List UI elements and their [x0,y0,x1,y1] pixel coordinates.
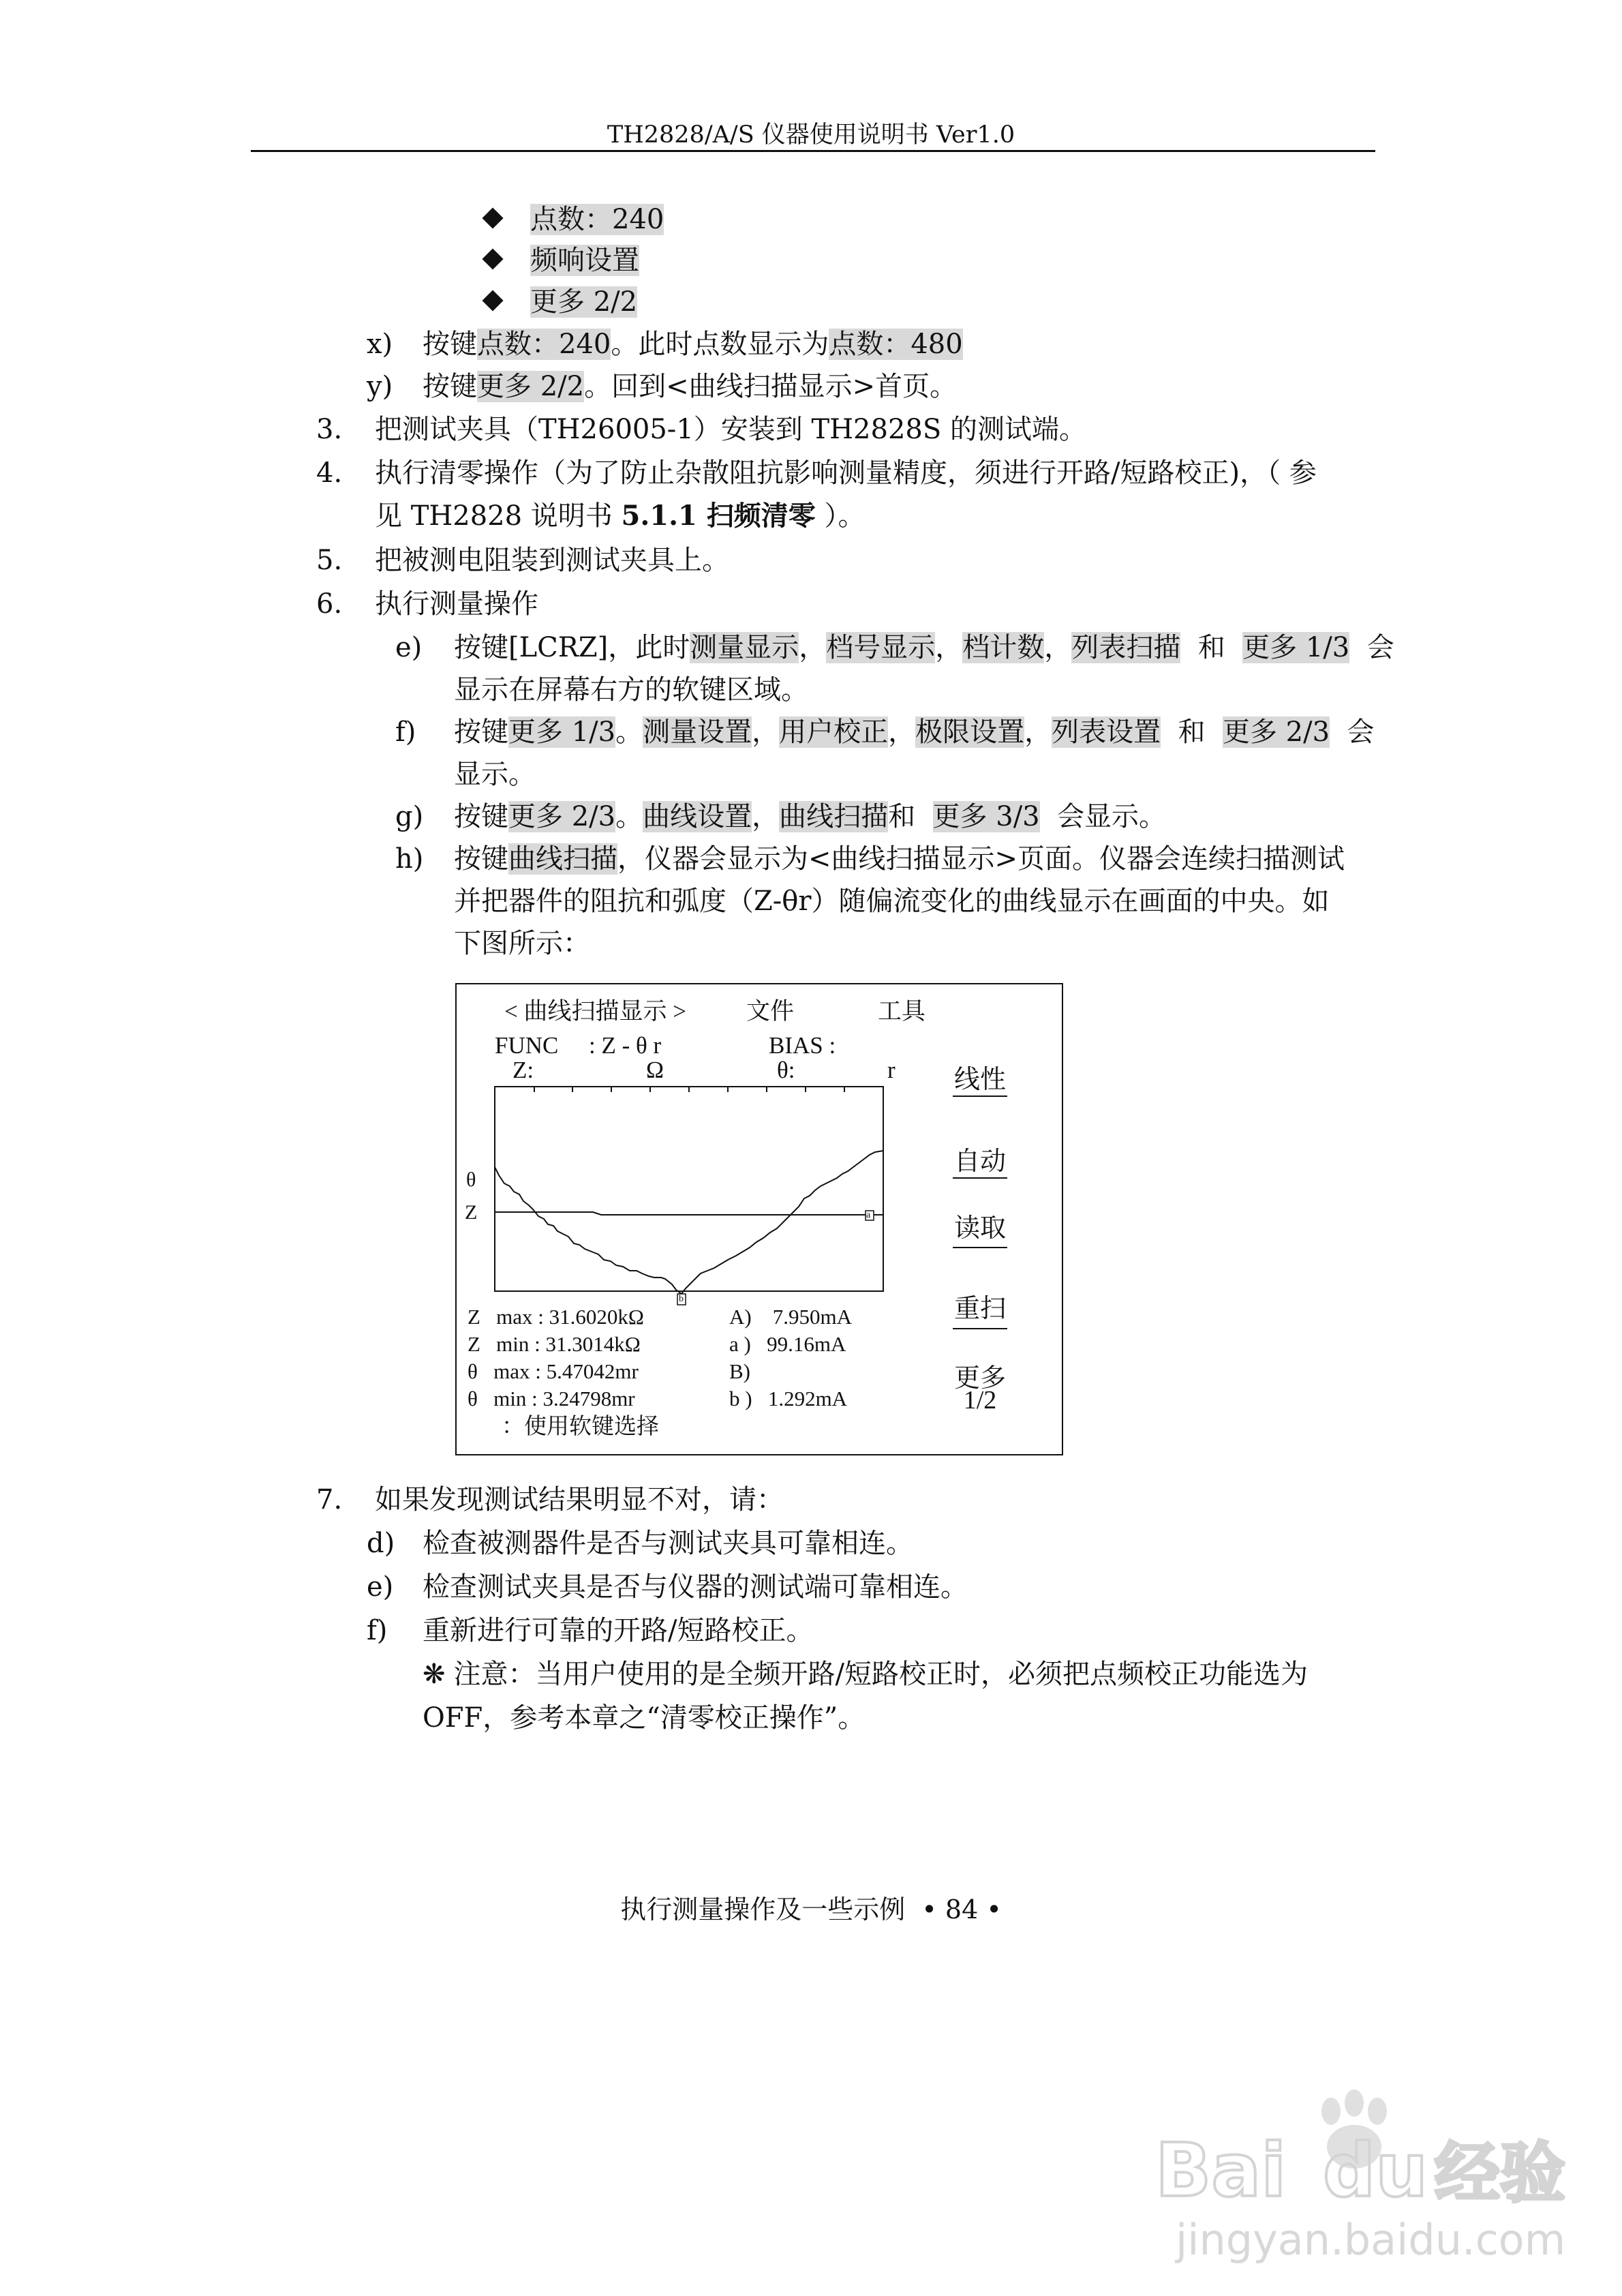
step-5: 5. 把被测电阻装到测试夹具上。 [316,545,729,576]
z-curve-line [495,1212,883,1215]
page-footer: 执行测量操作及一些示例 • 84 • [620,1894,1002,1924]
sub-g: g) 按键更多 2/3。曲线设置，曲线扫描和 更多 3/3 会显示。 [395,801,1167,832]
softkey-auto[interactable]: 自动 [953,1146,1006,1176]
bullet-item: 点数：240 [485,199,664,240]
sub-h-cont: 并把器件的阻抗和弧度（Z-θr）随偏流变化的曲线显示在画面的中央。如 [454,886,1330,917]
screen-title: < 曲线扫描显示 > [504,998,686,1025]
menu-tools[interactable]: 工具 [878,998,926,1025]
step-3: 3. 把测试夹具（TH26005-1）安装到 TH2828S 的测试端。 [316,414,1086,445]
sub-h-cont2: 下图所示： [454,928,590,959]
prompt-text: ：使用软键选择 [502,1413,659,1439]
marker-b: b [679,1294,684,1304]
readout-thetamax: θ max : 5.47042mr [468,1359,639,1383]
sub-e-cont: 显示在屏幕右方的软键区域。 [454,674,808,706]
diamond-bullet-icon [482,248,503,269]
readout-b: b ) 1.292mA [729,1387,848,1410]
readout-zmax: Z max : 31.6020kΩ [468,1305,644,1329]
sub-f: f) 按键更多 1/3。测量设置，用户校正，极限设置，列表设置 和 更多 2/3 会 [395,716,1375,748]
readout-A: A) 7.950mA [729,1305,852,1329]
sub7-d: d) 检查被测器件是否与测试夹具可靠相连。 [367,1528,913,1559]
softkey-read[interactable]: 读取 [953,1213,1006,1243]
softkey-more[interactable]: 更多 [953,1363,1006,1393]
page-header: TH2828/A/S 仪器使用说明书 Ver1.0 [607,121,1015,149]
sub7-f: f) 重新进行可靠的开路/短路校正。 [367,1615,814,1646]
marker-a: a [866,1210,871,1220]
plot-ticks [534,1087,844,1092]
step-6: 6. 执行测量操作 [316,588,538,620]
bullet-item: 更多 2/2 [485,282,637,322]
readout-thetamin: θ min : 3.24798mr [468,1387,635,1410]
theta-label: θ: [777,1057,795,1083]
theta-curve-line [495,1151,883,1294]
bias-label: BIAS : [769,1032,836,1059]
step-7: 7. 如果发现测试结果明显不对，请： [316,1484,784,1515]
svg-text:du: du [1323,2128,1428,2214]
softkey-linear[interactable]: 线性 [953,1064,1006,1094]
readout-a: a ) 99.16mA [729,1332,846,1356]
readout-B: B) [729,1359,750,1383]
z-label: Z: [512,1057,534,1083]
svg-text:经验: 经验 [1435,2135,1565,2211]
step-4: 4. 执行清零操作（为了防止杂散阻抗影响测量精度，须进行开路/短路校正)，（ 参 [316,457,1317,489]
bullet-item: 频响设置 [485,240,639,281]
sub-f-cont: 显示。 [454,759,536,790]
step-x: x) 按键点数：240。此时点数显示为点数：480 [367,329,963,360]
sub-e: e) 按键[LCRZ]，此时测量显示，档号显示，档计数，列表扫描 和 更多 1/3 会 [395,632,1394,663]
diamond-bullet-icon [482,290,503,311]
header-rule [251,150,1375,152]
asterisk-icon: ❋ [423,1659,446,1690]
step-y: y) 按键更多 2/2。回到<曲线扫描显示>首页。 [367,371,958,402]
softkey-rescan[interactable]: 重扫 [953,1293,1006,1323]
menu-file[interactable]: 文件 [746,998,795,1025]
r-unit: r [887,1057,896,1083]
curve-scan-screen [455,983,1063,1455]
diamond-bullet-icon [482,207,503,228]
sub-h: h) 按键曲线扫描，仪器会显示为<曲线扫描显示>页面。仪器会连续扫描测试 [395,843,1345,875]
ohm-unit: Ω [646,1057,664,1083]
plot-frame [495,1087,883,1291]
func-value: : Z - θ r [589,1032,662,1059]
theta-axis-label: θ [466,1168,476,1191]
svg-text:jingyan.baidu.com: jingyan.baidu.com [1176,2215,1566,2265]
note-line1: ❋ 注意：当用户使用的是全频开路/短路校正时，必须把点频校正功能选为 [423,1659,1308,1690]
page-number: • 84 • [921,1894,1002,1924]
note-line2: OFF，参考本章之“清零校正操作”。 [423,1702,866,1734]
readout-zmin: Z min : 31.3014kΩ [468,1332,641,1356]
softkey-page: 1/2 [963,1386,997,1415]
sub7-e: e) 检查测试夹具是否与仪器的测试端可靠相连。 [367,1571,968,1603]
func-label: FUNC [495,1032,559,1059]
step-4-cont: 见 TH2828 说明书 5.1.1 扫频清零 ）。 [375,500,866,532]
baidu-jingyan-watermark [1155,2076,1578,2274]
svg-text:Bai: Bai [1155,2128,1287,2214]
z-axis-label: Z [465,1201,478,1224]
